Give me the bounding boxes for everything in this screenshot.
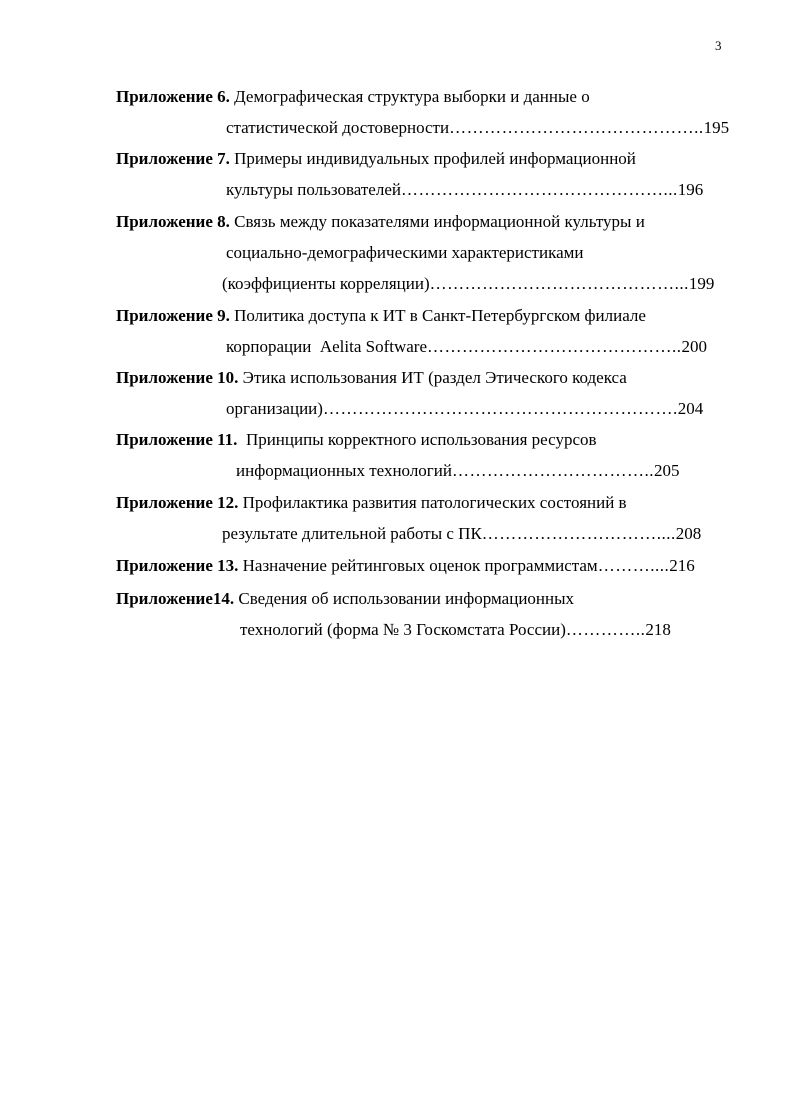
toc-page-ref: 216 — [669, 556, 695, 575]
toc-entry-label: Приложение 8. — [116, 212, 230, 231]
toc-entry-title: Связь между показателями информационной культуры и — [234, 212, 645, 231]
toc-page-ref: 195 — [703, 118, 730, 137]
toc-entry-title: Этика использования ИТ (раздел Этического кодекса — [242, 368, 627, 387]
toc-entry-title: статистической достоверности — [226, 118, 450, 137]
toc-leader-dots: ………………………….... — [481, 524, 676, 543]
toc-entry-title: результате длительной работы с ПК — [222, 524, 482, 543]
toc-entry-9-line-2 — [226, 337, 707, 357]
toc-entry-label: Приложение14. — [116, 589, 235, 608]
toc-entry-title: информационных технологий — [236, 461, 452, 480]
toc-page-ref: 205 — [653, 461, 680, 480]
toc-entry-title: (коэффициенты корреляции) — [222, 274, 430, 293]
toc-leader-dots: ……….... — [597, 556, 670, 575]
toc-entry-title: Назначение рейтинговых оценок программистам — [242, 556, 598, 575]
toc-page-ref: 204 — [677, 399, 704, 418]
toc-entry-8-line-3 — [222, 274, 714, 294]
toc-page-ref: 196 — [677, 180, 704, 199]
toc-entry-title: Демографическая структура выборки и данные о — [234, 87, 590, 106]
toc-entry-12-line-2 — [222, 524, 701, 544]
toc-entry-11-line-1 — [116, 430, 597, 450]
toc-leader-dots: …………………………………….. — [449, 118, 704, 137]
toc-entry-title: Политика доступа к ИТ в Санкт-Петербургском филиале — [234, 306, 646, 325]
toc-leader-dots: ……………………………………... — [429, 274, 689, 293]
toc-entry-title: корпорации Aelita Software — [226, 337, 427, 356]
toc-entry-14-line-1 — [116, 589, 574, 609]
toc-entry-title: Принципы корректного использования ресурсов — [241, 430, 597, 449]
toc-entry-8-line-1 — [116, 212, 645, 232]
toc-entry-label: Приложение 11. — [116, 430, 238, 449]
toc-leader-dots: …………………………………….. — [427, 337, 682, 356]
toc-entry-label: Приложение 6. — [116, 87, 230, 106]
toc-entry-8-line-2 — [226, 243, 584, 263]
toc-entry-10-line-2 — [226, 399, 703, 419]
toc-entry-title: социально-демографическими характеристиками — [226, 243, 584, 262]
page-number: 3 — [715, 38, 722, 53]
toc-entry-6-line-2 — [226, 118, 729, 138]
toc-leader-dots: …………………………….. — [451, 461, 654, 480]
toc-entry-title: Сведения об использовании информационных — [238, 589, 575, 608]
toc-entry-10-line-1 — [116, 368, 627, 388]
toc-leader-dots: ………………………………………... — [400, 180, 678, 199]
toc-entry-label: Приложение 9. — [116, 306, 230, 325]
toc-entry-title: Профилактика развития патологических состояний в — [242, 493, 627, 512]
toc-leader-dots: ……………………………………………………. — [322, 399, 678, 418]
toc-page-ref: 218 — [645, 620, 671, 639]
toc-entry-12-line-1 — [116, 493, 627, 513]
toc-entry-11-line-2 — [236, 461, 679, 481]
toc-entry-7-line-2 — [226, 180, 703, 200]
toc-leader-dots: ………….. — [565, 620, 646, 639]
toc-page-ref: 200 — [681, 337, 707, 356]
toc-entry-label: Приложение 7. — [116, 149, 230, 168]
toc-page-ref: 199 — [688, 274, 715, 293]
toc-entry-label: Приложение 12. — [116, 493, 239, 512]
toc-entry-9-line-1 — [116, 306, 646, 326]
toc-entry-label: Приложение 13. — [116, 556, 239, 575]
toc-entry-title: Примеры индивидуальных профилей информационной — [234, 149, 636, 168]
toc-entry-13-line-1 — [116, 556, 695, 576]
toc-entry-title: культуры пользователей — [226, 180, 401, 199]
toc-entry-7-line-1 — [116, 149, 636, 169]
toc-entry-title: организации) — [226, 399, 323, 418]
toc-page-ref: 208 — [675, 524, 702, 543]
toc-entry-label: Приложение 10. — [116, 368, 239, 387]
toc-entry-title: технологий (форма № 3 Госкомстата России) — [240, 620, 566, 639]
toc-entry-14-line-2 — [240, 620, 671, 640]
toc-entry-6-line-1 — [116, 87, 590, 107]
